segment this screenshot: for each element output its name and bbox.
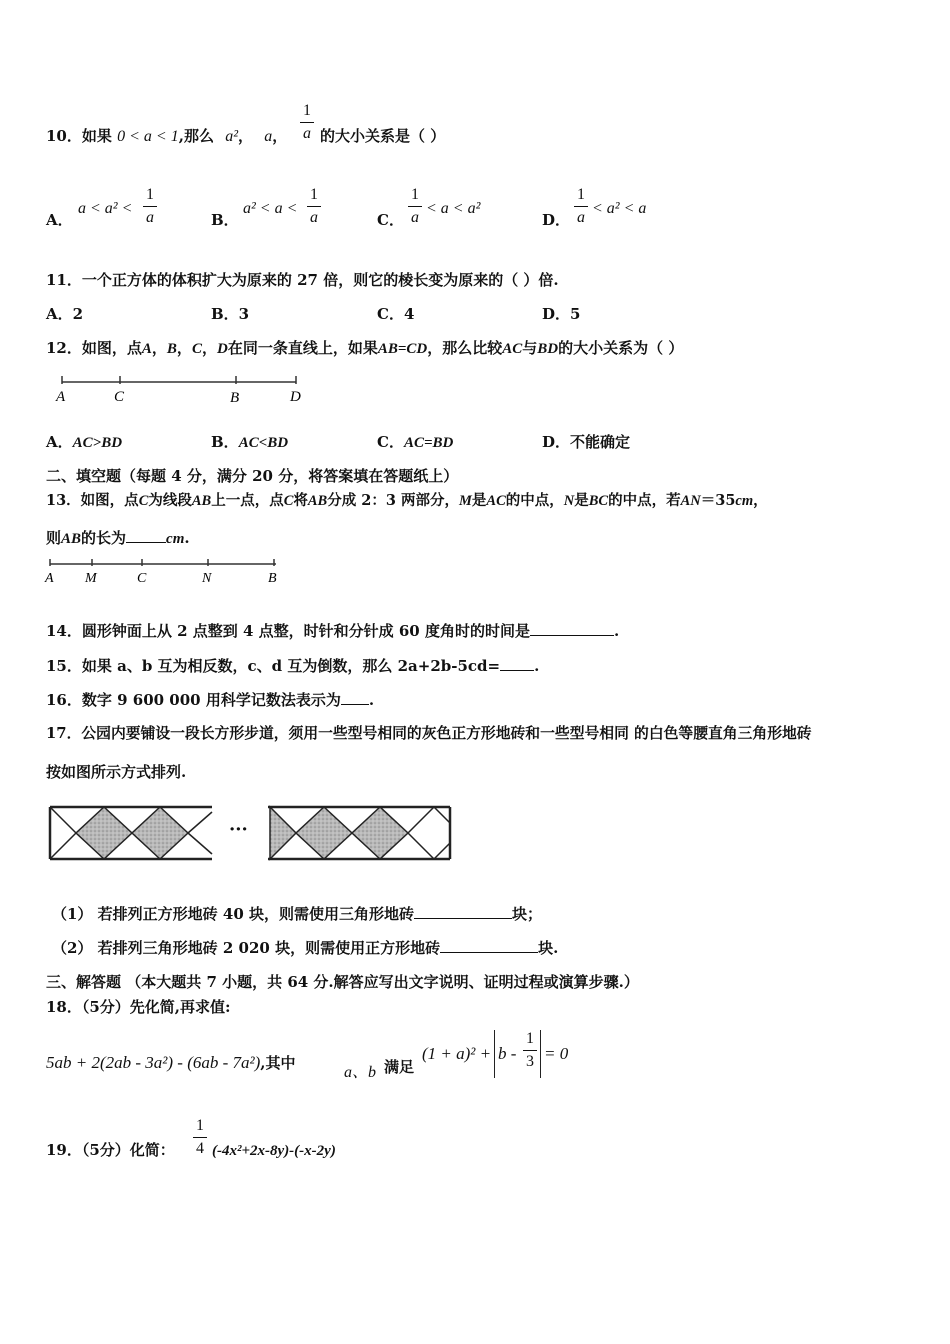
q10-option-c-frac: 1 a: [408, 186, 422, 227]
q17-sub1-answer-blank[interactable]: [414, 904, 512, 919]
q18-abs-left-bar: [494, 1030, 495, 1078]
q18-equals: = 0: [544, 1044, 569, 1063]
q10-option-b-frac: 1 a: [307, 186, 321, 227]
q17-tile-figure-left: [46, 802, 216, 864]
q18-abs-b: b -: [498, 1044, 517, 1063]
q10-option-d[interactable]: D．: [542, 211, 571, 229]
q16-stem: 16．数字 9 600 000 用科学记数法表示为 .: [46, 691, 375, 709]
q18-vars: a、b: [344, 1064, 377, 1081]
q18-abs-right-bar: [540, 1030, 541, 1078]
q12-option-d[interactable]: D．不能确定: [542, 433, 631, 451]
q17-stem-line1: 17．公园内要铺设一段长方形步道，须用一些型号相同的灰色正方形地砖和一些型号相同 的白色等腰直角三角形地砖: [46, 725, 812, 742]
q13-label-b: B: [268, 571, 277, 586]
q13-label-a: A: [45, 571, 54, 586]
q10-fraction: 1 a: [300, 102, 314, 143]
q10-option-b-expr: a² < a <: [243, 200, 298, 217]
q17-tile-figure-right: [266, 802, 456, 864]
q11-option-c[interactable]: C．4: [377, 305, 415, 323]
q17-sub2: （2） 若排列三角形地砖 2 020 块，则需使用正方形地砖 块.: [52, 939, 559, 957]
q19-expression: (-4x²+2x-8y)-(-x-2y): [212, 1143, 336, 1159]
q14-answer-blank[interactable]: [530, 621, 614, 636]
q18-cond-label: 满足: [384, 1058, 415, 1076]
q18-condition: (1 + a)² +: [422, 1044, 492, 1063]
q16-answer-blank[interactable]: [341, 690, 369, 705]
q10-option-c-expr: < a < a²: [426, 200, 481, 217]
q12-label-d: D: [290, 389, 301, 405]
q13-answer-blank[interactable]: [126, 528, 166, 543]
q19-frac-quarter: 1 4: [193, 1117, 207, 1158]
q10-option-b[interactable]: B．: [211, 211, 239, 229]
q18-expression: 5ab + 2(2ab - 3a²) - (6ab - 7a²),其中: [46, 1053, 296, 1072]
q19-title: 19．（5分）化简：: [46, 1141, 175, 1159]
q15-answer-blank[interactable]: [500, 656, 534, 671]
q18-title: 18．（5分）先化简,再求值:: [46, 998, 231, 1016]
q10-option-a-expr: a < a² <: [78, 200, 133, 217]
q13-label-m: M: [85, 571, 97, 586]
section-2-heading: 二、填空题（每题 4 分，满分 20 分，将答案填在答题纸上）: [46, 467, 459, 485]
q17-sub2-answer-blank[interactable]: [440, 938, 538, 953]
q11-option-b[interactable]: B．3: [211, 305, 250, 323]
q15-stem: 15．如果 a、b 互为相反数，c、d 互为倒数，那么 2a+2b-5cd= .: [46, 657, 540, 675]
q13-label-c: C: [137, 571, 147, 586]
q12-stem: 12．如图，点A，B，C，D在同一条直线上，如果AB=CD，那么比较AC与BD的大小关系为（ ）: [46, 339, 684, 357]
q10-stem-end: 的大小关系是（ ）: [320, 127, 446, 145]
q17-stem-line2: 按如图所示方式排列.: [46, 763, 187, 781]
q10-option-a[interactable]: A．: [46, 211, 73, 229]
q10-option-a-frac: 1 a: [143, 186, 157, 227]
q10-option-d-frac: 1 a: [574, 186, 588, 227]
q13-stem-line2: 则AB的长为 cm.: [46, 529, 190, 547]
q13-stem: 13．如图，点C为线段AB上一点，点C将AB分成 2：3 两部分，M是AC的中点，N是BC的中点，若AN＝35cm，: [46, 492, 768, 509]
q17-sub1: （1） 若排列正方形地砖 40 块，则需使用三角形地砖 块；: [52, 905, 542, 923]
q12-option-c[interactable]: C．AC=BD: [377, 433, 454, 451]
section-3-heading: 三、解答题 （本大题共 7 小题，共 64 分.解答应写出文字说明、证明过程或演算步骤.）: [46, 973, 639, 991]
q11-option-d[interactable]: D．5: [542, 305, 581, 323]
q13-label-n: N: [202, 571, 212, 586]
q10-stem: 10．如果 0 < a < 1,那么 a²， a，: [46, 127, 288, 145]
q10-option-d-expr: < a² < a: [592, 200, 647, 217]
q12-option-a[interactable]: A．AC>BD: [46, 433, 123, 451]
q11-stem: 11．一个正方体的体积扩大为原来的 27 倍，则它的棱长变为原来的（ ）倍.: [46, 271, 559, 289]
q17-ellipsis: ···: [229, 819, 248, 840]
q10-option-c[interactable]: C．: [377, 211, 404, 229]
q12-line-figure: [50, 372, 310, 408]
q18-frac-third: 1 3: [523, 1030, 537, 1071]
q12-label-a: A: [56, 389, 66, 405]
q12-option-b[interactable]: B．AC<BD: [211, 433, 289, 451]
q13-line-figure: [40, 556, 290, 588]
q14-stem: 14．圆形钟面上从 2 点整到 4 点整，时针和分针成 60 度角时的时间是 .: [46, 622, 620, 640]
q11-option-a[interactable]: A．2: [46, 305, 84, 323]
q12-label-c: C: [114, 389, 125, 405]
q12-label-b: B: [230, 390, 240, 406]
